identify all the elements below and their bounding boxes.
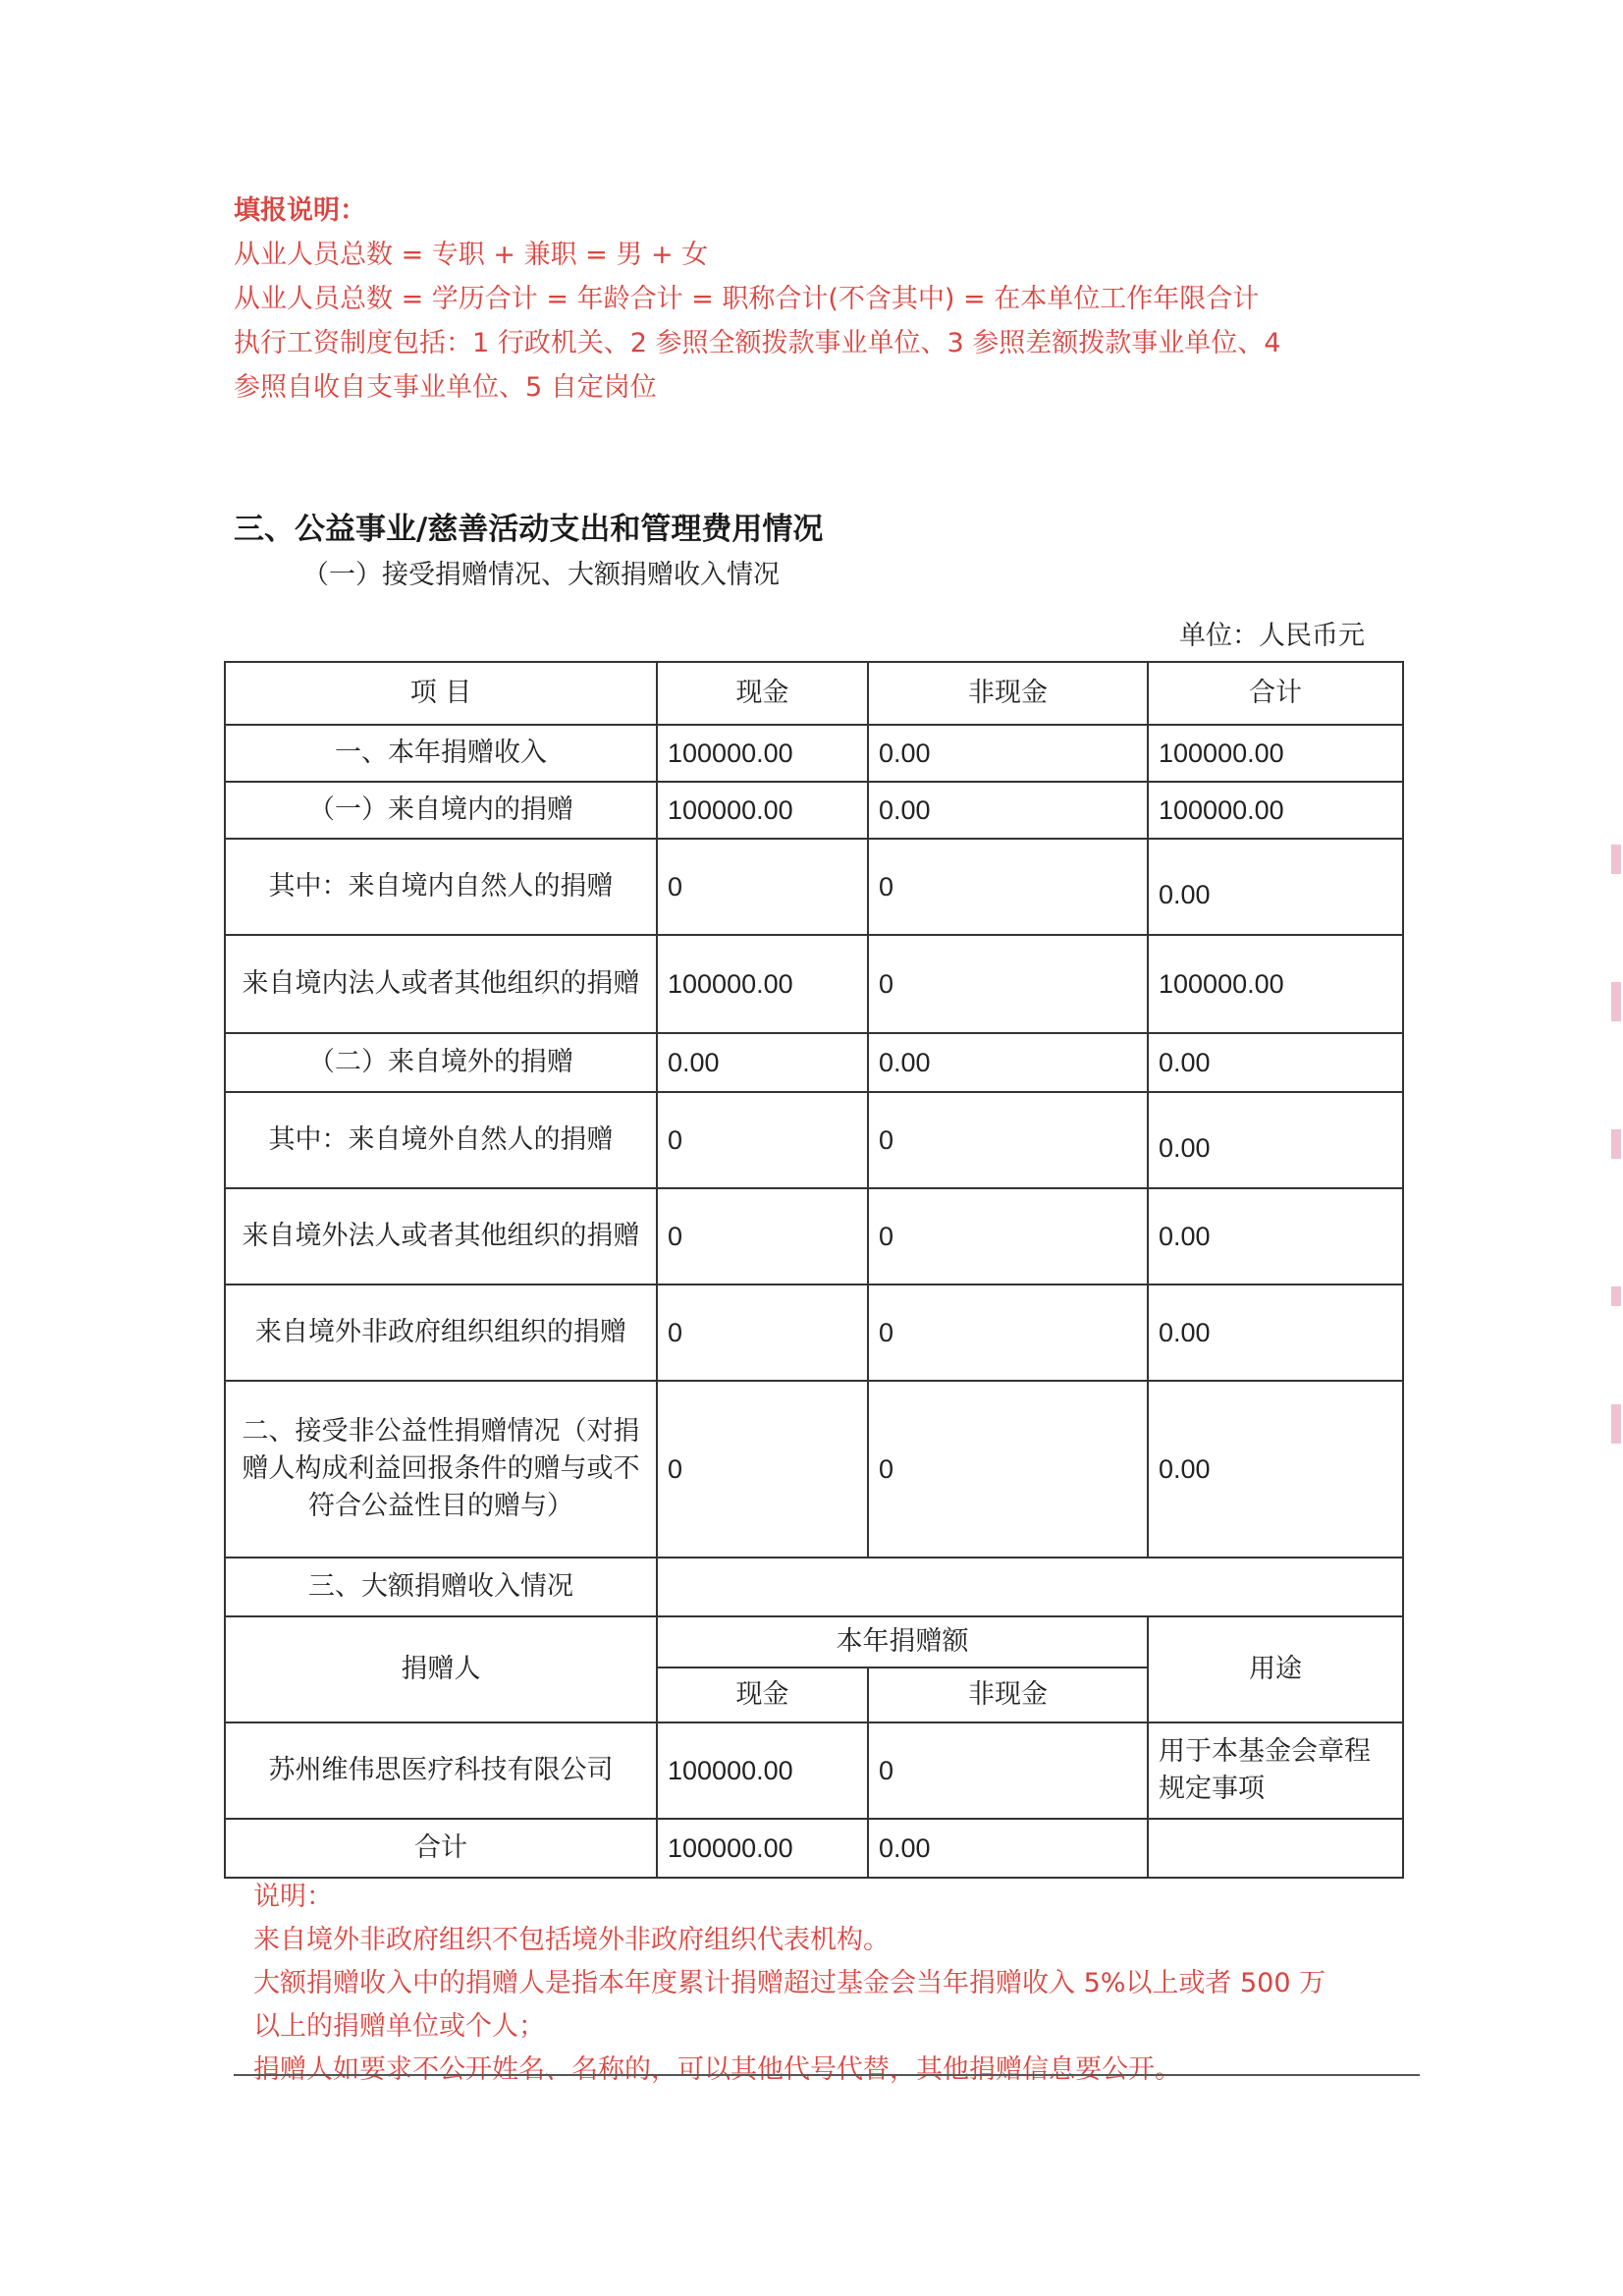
row-cash: 0 <box>657 1285 868 1381</box>
large-donation-heading-row <box>225 1558 1403 1616</box>
scan-mark <box>1611 845 1621 874</box>
large-header-purpose: 用途 <box>1148 1616 1403 1722</box>
table-row <box>225 1033 1403 1092</box>
row-total: 0.00 <box>1148 1381 1403 1558</box>
large-total-noncash: 0.00 <box>868 1819 1148 1878</box>
header-noncash: 非现金 <box>868 662 1148 725</box>
fill-notes-line: 执行工资制度包括：1 行政机关、2 参照全额拨款事业单位、3 参照差额拨款事业单位、4 <box>234 328 1281 358</box>
row-cash: 0.00 <box>657 1033 868 1092</box>
table-row <box>225 1285 1403 1381</box>
table-header-row <box>225 662 1403 725</box>
bottom-notes-line: 大额捐赠收入中的捐赠人是指本年度累计捐赠超过基金会当年捐赠收入 5%以上或者 500 万 <box>253 1968 1326 1998</box>
row-cash: 0 <box>657 1381 868 1558</box>
table-row <box>225 839 1403 935</box>
fill-notes-heading: 填报说明： <box>234 195 366 226</box>
row-noncash: 0.00 <box>868 1033 1148 1092</box>
table-row <box>225 1722 1403 1819</box>
large-header-amount: 本年捐赠额 <box>657 1616 1148 1667</box>
scan-mark <box>1611 1404 1621 1444</box>
donation-table <box>224 661 1404 1879</box>
bottom-divider <box>234 2074 1420 2076</box>
scan-mark <box>1611 1129 1621 1159</box>
row-total: 100000.00 <box>1148 935 1403 1033</box>
large-header-noncash: 非现金 <box>868 1667 1148 1722</box>
row-item: （一）来自境内的捐赠 <box>225 782 657 839</box>
row-total: 100000.00 <box>1148 782 1403 839</box>
row-noncash: 0 <box>868 1381 1148 1558</box>
bottom-notes-heading: 说明： <box>253 1882 333 1912</box>
large-row-cash: 100000.00 <box>657 1722 868 1819</box>
row-noncash: 0 <box>868 1092 1148 1188</box>
row-total: 0.00 <box>1148 1092 1403 1188</box>
table-row <box>225 1188 1403 1285</box>
large-donation-heading-blank <box>657 1558 1403 1616</box>
table-row <box>225 725 1403 782</box>
large-row-noncash: 0 <box>868 1722 1148 1819</box>
row-item: 其中：来自境内自然人的捐赠 <box>225 839 657 935</box>
large-total-cash: 100000.00 <box>657 1819 868 1878</box>
header-total: 合计 <box>1148 662 1403 725</box>
table-row <box>225 1381 1403 1558</box>
row-noncash: 0 <box>868 935 1148 1033</box>
header-cash: 现金 <box>657 662 868 725</box>
row-cash: 0 <box>657 839 868 935</box>
fill-notes-line: 从业人员总数 = 学历合计 = 年龄合计 = 职称合计(不含其中) = 在本单位工作年限合计 <box>234 284 1260 314</box>
large-total-row <box>225 1819 1403 1878</box>
row-noncash: 0 <box>868 839 1148 935</box>
fill-notes <box>234 189 1412 410</box>
bottom-notes <box>253 1876 1432 2092</box>
row-total: 0.00 <box>1148 1033 1403 1092</box>
row-item: 来自境外非政府组织组织的捐赠 <box>225 1285 657 1381</box>
row-noncash: 0 <box>868 1188 1148 1285</box>
large-header-row <box>225 1616 1403 1667</box>
row-noncash: 0.00 <box>868 725 1148 782</box>
scan-mark <box>1611 982 1621 1021</box>
row-cash: 0 <box>657 1092 868 1188</box>
row-noncash: 0 <box>868 1285 1148 1381</box>
large-donation-heading: 三、大额捐赠收入情况 <box>225 1558 657 1616</box>
large-total-purpose <box>1148 1819 1403 1878</box>
row-item: 其中：来自境外自然人的捐赠 <box>225 1092 657 1188</box>
unit-label: 单位：人民币元 <box>1179 621 1365 651</box>
large-header-cash: 现金 <box>657 1667 868 1722</box>
bottom-notes-line: 以上的捐赠单位或个人； <box>253 2011 545 2042</box>
row-item: 来自境内法人或者其他组织的捐赠 <box>225 935 657 1033</box>
bottom-notes-line: 捐赠人如要求不公开姓名、名称的，可以其他代号代替，其他捐赠信息要公开。 <box>253 2054 1181 2085</box>
row-cash: 100000.00 <box>657 782 868 839</box>
table-row <box>225 1092 1403 1188</box>
section-title: 三、公益事业/慈善活动支出和管理费用情况 <box>234 512 824 547</box>
row-cash: 100000.00 <box>657 725 868 782</box>
table-row <box>225 782 1403 839</box>
section-subtitle: （一）接受捐赠情况、大额捐赠收入情况 <box>302 560 780 590</box>
row-total: 0.00 <box>1148 839 1403 935</box>
row-item: 来自境外法人或者其他组织的捐赠 <box>225 1188 657 1285</box>
fill-notes-line: 参照自收自支事业单位、5 自定岗位 <box>234 372 657 403</box>
row-item: 一、本年捐赠收入 <box>225 725 657 782</box>
large-total-label: 合计 <box>225 1819 657 1878</box>
large-header-donor: 捐赠人 <box>225 1616 657 1722</box>
fill-notes-line: 从业人员总数 = 专职 + 兼职 = 男 + 女 <box>234 240 709 270</box>
large-row-donor: 苏州维伟思医疗科技有限公司 <box>225 1722 657 1819</box>
row-cash: 0 <box>657 1188 868 1285</box>
row-cash: 100000.00 <box>657 935 868 1033</box>
row-total: 0.00 <box>1148 1285 1403 1381</box>
large-row-purpose: 用于本基金会章程规定事项 <box>1148 1722 1403 1819</box>
bottom-notes-line: 来自境外非政府组织不包括境外非政府组织代表机构。 <box>253 1925 890 1955</box>
header-item: 项 目 <box>225 662 657 725</box>
scan-mark <box>1611 1286 1621 1306</box>
row-noncash: 0.00 <box>868 782 1148 839</box>
table-row <box>225 935 1403 1033</box>
row-item: （二）来自境外的捐赠 <box>225 1033 657 1092</box>
row-total: 100000.00 <box>1148 725 1403 782</box>
row-item: 二、接受非公益性捐赠情况（对捐赠人构成利益回报条件的赠与或不符合公益性目的赠与） <box>225 1381 657 1558</box>
row-total: 0.00 <box>1148 1188 1403 1285</box>
